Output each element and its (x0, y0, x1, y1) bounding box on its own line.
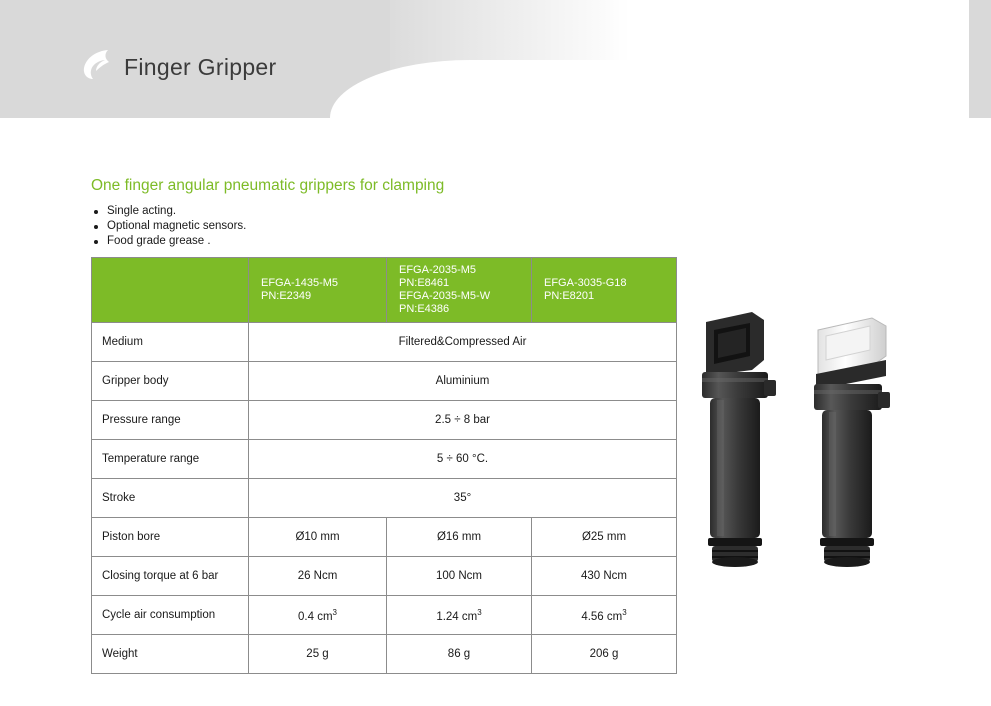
table-header-col2-line3: EFGA-2035-M5-W (399, 290, 491, 302)
header-right-strip-divider (967, 0, 969, 118)
row-value-piston-bore-col1: Ø10 mm (249, 518, 387, 557)
table-header-col1-line1: EFGA-1435-M5 (261, 277, 339, 289)
table-row (92, 635, 677, 674)
cycle-air-col2-exponent: 3 (477, 607, 482, 617)
feature-bullet-list (91, 204, 246, 249)
row-value-weight-col1: 25 g (249, 635, 387, 674)
table-header-col2 (387, 258, 532, 323)
row-value-cycle-air-col3 (532, 596, 677, 635)
row-label-cycle-air-consumption: Cycle air consumption (92, 596, 249, 635)
table-header-col3 (532, 258, 677, 323)
section-title: One finger angular pneumatic grippers for clamping (91, 177, 445, 194)
list-item: Food grade grease . (91, 234, 246, 249)
row-value-cycle-air-col1 (249, 596, 387, 635)
row-label-medium: Medium (92, 323, 249, 362)
cycle-air-col1-exponent: 3 (332, 607, 337, 617)
table-row (92, 557, 677, 596)
table-header-col3-line1: EFGA-3035-G18 (544, 277, 627, 289)
table-header-col1-line2: PN:E2349 (261, 290, 312, 302)
row-label-closing-torque: Closing torque at 6 bar (92, 557, 249, 596)
row-value-cycle-air-col2 (387, 596, 532, 635)
row-value-gripper-body: Aluminium (249, 362, 677, 401)
table-header-col2-line4: PN:E4386 (399, 303, 450, 315)
row-label-piston-bore: Piston bore (92, 518, 249, 557)
table-row (92, 323, 677, 362)
cycle-air-col2-value: 1.24 cm (436, 610, 478, 623)
row-value-closing-torque-col3: 430 Ncm (532, 557, 677, 596)
table-row (92, 479, 677, 518)
table-header-col3-line2: PN:E8201 (544, 290, 595, 302)
row-value-weight-col2: 86 g (387, 635, 532, 674)
row-value-medium: Filtered&Compressed Air (249, 323, 677, 362)
gripper-right (814, 318, 890, 567)
header-right-strip (969, 0, 991, 118)
row-value-closing-torque-col2: 100 Ncm (387, 557, 532, 596)
table-row (92, 518, 677, 557)
row-value-piston-bore-col2: Ø16 mm (387, 518, 532, 557)
row-value-weight-col3: 206 g (532, 635, 677, 674)
table-row (92, 401, 677, 440)
cycle-air-col3-value: 4.56 cm (581, 610, 623, 623)
row-value-pressure-range: 2.5 ÷ 8 bar (249, 401, 677, 440)
table-header-row (92, 258, 677, 323)
table-row (92, 596, 677, 635)
row-label-temperature-range: Temperature range (92, 440, 249, 479)
row-value-stroke: 35° (249, 479, 677, 518)
cycle-air-col1-value: 0.4 cm (298, 610, 333, 623)
row-label-weight: Weight (92, 635, 249, 674)
table-header-blank (92, 258, 249, 323)
table-header-col2-line2: PN:E8461 (399, 277, 450, 289)
table-header-col1 (249, 258, 387, 323)
table-row (92, 440, 677, 479)
row-value-temperature-range: 5 ÷ 60 °C. (249, 440, 677, 479)
specification-table (91, 257, 677, 674)
product-photo (690, 300, 920, 580)
list-item: Single acting. (91, 204, 246, 219)
list-item: Optional magnetic sensors. (91, 219, 246, 234)
row-value-piston-bore-col3: Ø25 mm (532, 518, 677, 557)
table-row (92, 362, 677, 401)
row-label-pressure-range: Pressure range (92, 401, 249, 440)
cycle-air-col3-exponent: 3 (622, 607, 627, 617)
row-label-gripper-body: Gripper body (92, 362, 249, 401)
gripper-left (702, 312, 776, 567)
dolphin-logo-icon (78, 47, 114, 83)
page-title: Finger Gripper (124, 54, 277, 80)
row-label-stroke: Stroke (92, 479, 249, 518)
row-value-closing-torque-col1: 26 Ncm (249, 557, 387, 596)
table-header-col2-line1: EFGA-2035-M5 (399, 264, 477, 276)
